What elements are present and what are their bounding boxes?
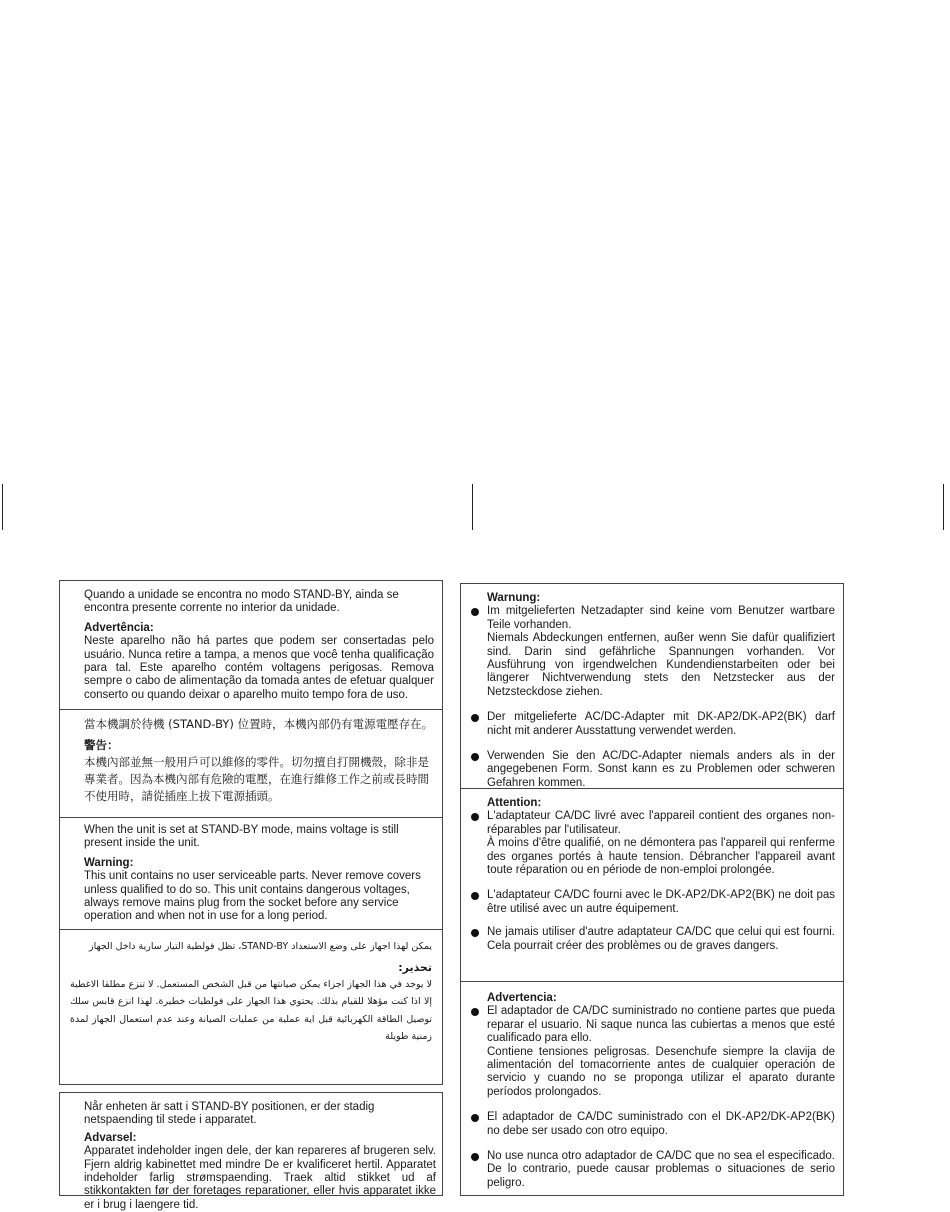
bullet-icon bbox=[471, 1114, 479, 1122]
french-item-2: L'adaptateur CA/DC fourni avec le DK-AP2/DK-AP2(BK) ne doit pas être utilisé avec un autre équipement. bbox=[487, 889, 835, 915]
english-body: This unit contains no user serviceable parts. Never remove covers unless qualified to do so. This unit contains dangerous voltages, always remove mains plug from the socket before any service operation and when not in use for a long period. bbox=[84, 870, 421, 923]
right-warning-box bbox=[460, 583, 844, 1196]
portuguese-standby-note: Quando a unidade se encontra no modo STAND-BY, ainda se encontra presente corrente no interior da unidade. bbox=[84, 589, 399, 615]
german-item-1: Im mitgelieferten Netzadapter sind keine vom Benutzer wartbare Teile vorhanden. Niemals Abdeckungen entfernen, außer wenn Sie dafür qualifiziert sind. Darin sind gefährliche Spannungen vorhanden. Vor Ausführung von irgendwelchen Kundendienstarbeiten oder bei längerer Nichtverwendung stets den Netzstecker aus der Netzsteckdose ziehen. bbox=[487, 605, 835, 698]
danish-standby-note: Når enheten är satt i STAND-BY positionen, er der stadig netspaending til stede i apparatet. bbox=[84, 1101, 375, 1127]
german-item-3: Verwenden Sie den AC/DC-Adapter niemals anders als in der angegebenen Form. Sonst kann es zu Problemen oder schweren Gefahren kommen. bbox=[487, 750, 835, 789]
spanish-item-3: No use nunca otro adaptador de CA/DC que no sea el especificado. De lo contrario, puede causar problemas o situaciones de serio peligro. bbox=[487, 1150, 835, 1189]
french-item-1: L'adaptateur CA/DC livré avec l'appareil contient des organes non- réparables par l'utilisateur. À moins d'être qualifié, on ne démontera pas l'appareil qui renferme des organes portés à haute tension. Débrancher l'appareil avant toute réparation ou en période de non-emploi prolongée. bbox=[487, 810, 835, 877]
french-bullet-2 bbox=[467, 889, 835, 916]
english-section bbox=[60, 818, 442, 930]
bullet-icon bbox=[471, 813, 479, 821]
french-item-3: Ne jamais utiliser d'autre adaptateur CA/DC que celui qui est fourni. Cela pourrait créer des problèmes ou de graves dangers. bbox=[487, 926, 835, 952]
german-bullet-2 bbox=[467, 711, 835, 738]
bullet-icon bbox=[471, 929, 479, 937]
portuguese-section bbox=[60, 581, 442, 710]
spanish-bullet-1 bbox=[467, 1005, 835, 1099]
bullet-icon bbox=[471, 1153, 479, 1161]
english-standby-note: When the unit is set at STAND-BY mode, mains voltage is still present inside the unit. bbox=[84, 824, 399, 850]
spanish-item-1: El adaptador de CA/DC suministrado no contiene partes que pueda reparar el usuario. Ni saque nunca las cubiertas a menos que esté cualificado para ello. Contiene tensiones peligrosas. Desenchufe siempre la clavija de alimentación del tomacorriente antes de cualquier operación de servicio y cuando no se proponga utilizar el aparato durante períodos prolongados. bbox=[487, 1005, 835, 1098]
german-bullet-3 bbox=[467, 750, 835, 790]
danish-warning-box bbox=[59, 1092, 443, 1211]
french-bullet-1 bbox=[467, 810, 835, 877]
margin-rule-right bbox=[943, 484, 944, 530]
chinese-section bbox=[60, 710, 442, 818]
german-heading: Warnung: bbox=[487, 592, 541, 604]
danish-heading: Advarsel: bbox=[84, 1131, 137, 1144]
french-section bbox=[461, 789, 843, 982]
margin-rule-left bbox=[2, 484, 3, 530]
arabic-standby-note: يمكن لهذا اجهاز على وضع الاستعداد STAND-BY، تظل فولطية التيار سارية داخل الجهاز bbox=[89, 941, 432, 952]
spanish-heading: Advertencia: bbox=[487, 992, 557, 1004]
bullet-icon bbox=[471, 753, 479, 761]
danish-body: Apparatet indeholder ingen dele, der kan repareres af brugeren selv. Fjern aldrig kabinettet med mindre De er kvalificeret hertil. Apparatet indeholder farlig strømspaending. Traek altid stikket ud af stikkontakten før der foretages reparationer, eller hvis apparatet ikke er i brug i laengere tid. bbox=[84, 1145, 436, 1211]
french-bullet-3 bbox=[467, 926, 835, 953]
bullet-icon bbox=[471, 1008, 479, 1016]
chinese-standby-note: 當本機調於待機 (STAND-BY) 位置時，本機內部仍有電源電壓存在。 bbox=[84, 717, 434, 731]
portuguese-body: Neste aparelho não há partes que podem ser consertadas pelo usuário. Nunca retire a tampa, a menos que você tenha qualificação para tal. Este aparelho contém voltagens perigosas. Remova sempre o cabo de alimentação da tomada antes de efetuar qualquer conserto ou quando deixar o aparelho muito tempo fora de uso. bbox=[84, 635, 434, 701]
french-heading: Attention: bbox=[487, 797, 542, 809]
arabic-body: لا يوجد في هذا الجهاز اجزاء يمكن صيانتها من قبل الشخص المستعمل. لا تنزع مطلقا الاغطية إلا اذا كنت مؤهلا للقيام بذلك. يحتوي هذا الجهاز على فولطيات خطيرة. لهذا انزع قابس سلك توصيل الطاقة الكهربائية قبل اية عملية من عمليات الصيانة وعند عدم استعمال الجهاز لمدة زمنية طويلة bbox=[70, 978, 432, 1042]
arabic-section bbox=[60, 930, 442, 1084]
spanish-bullet-3 bbox=[467, 1150, 835, 1190]
german-item-2: Der mitgelieferte AC/DC-Adapter mit DK-AP2/DK-AP2(BK) darf nicht mit anderer Ausstattung verwendet werden. bbox=[487, 711, 835, 737]
bullet-icon bbox=[471, 608, 479, 616]
chinese-heading: 警告： bbox=[84, 738, 119, 752]
left-warning-box bbox=[59, 580, 443, 1085]
spanish-item-2: El adaptador de CA/DC suministrado con el DK-AP2/DK-AP2(BK) no debe ser usado con otro equipo. bbox=[487, 1111, 835, 1137]
chinese-body: 本機內部並無一般用戶可以維修的零件。切勿擅自打開機殼，除非是專業者。因為本機內部有危險的電壓，在進行維修工作之前或長時間不使用時，請從插座上拔下電源插頭。 bbox=[84, 755, 429, 803]
spanish-section bbox=[461, 982, 843, 1195]
english-heading: Warning: bbox=[84, 856, 134, 869]
bullet-icon bbox=[471, 714, 479, 722]
german-bullet-1 bbox=[467, 605, 835, 699]
portuguese-heading: Advertência: bbox=[84, 621, 154, 634]
german-section bbox=[461, 584, 843, 789]
arabic-heading: تحذير: bbox=[398, 960, 432, 974]
margin-rule-center bbox=[472, 484, 473, 530]
bullet-icon bbox=[471, 892, 479, 900]
spanish-bullet-2 bbox=[467, 1111, 835, 1138]
